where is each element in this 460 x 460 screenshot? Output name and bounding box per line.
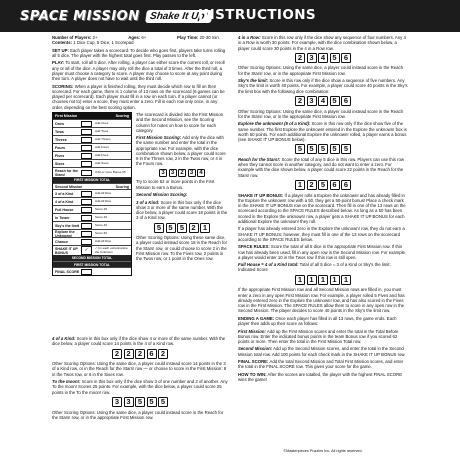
die-icon: 1: [307, 275, 317, 285]
four-kind-heading: 4 of a Kind:: [52, 336, 76, 341]
score-box: [81, 269, 92, 275]
die-icon: 2: [189, 223, 199, 233]
time-info: [177, 35, 220, 40]
die-icon: 2: [158, 349, 168, 359]
die-icon: 5: [318, 144, 328, 154]
other-options-e: Other Scoring Options: Using the same dice, a player could instead score in the Reach for the Stars! row, or in the appropriate First Mission row.: [238, 108, 404, 119]
end-first-paragraph: [238, 329, 408, 345]
scoring-heading: SCORING:: [52, 83, 74, 89]
first-mission-title: First Mission: [55, 114, 78, 118]
scoring-explanations: [136, 112, 228, 264]
score-box: [81, 215, 92, 221]
other-options-d: Other Scoring Options: Using the same dice, a player could instead score in the Reach for the Stars! row, or in the appropriate First Mission row.: [238, 65, 404, 76]
scorecard-row-hint: Score 50: [95, 230, 108, 235]
scorecard-row-label: Ones: [55, 121, 64, 126]
final-score-row: [53, 267, 131, 275]
dice-example-c: [52, 349, 228, 359]
final-score-label: FINAL SCORE: [55, 269, 80, 274]
first-mission-heading: First Mission Scoring:: [136, 135, 182, 141]
ending-text: Once each player has filled in all 13 rows, the game ends. Each player then adds up their score as follows:: [238, 315, 397, 327]
scorecard-row-label: Sky's the limit: [55, 223, 80, 228]
score-box: [81, 121, 92, 127]
shake-bonus-hint: ✓ for each extra Explore the Unknown: [95, 246, 128, 254]
die-icon: 2: [135, 349, 145, 359]
scorecard-diagram: [52, 112, 132, 276]
second-mission-title: Second Mission: [55, 185, 83, 189]
dice-example-b: [136, 223, 228, 233]
contents-value: 1 Dice Cup, 5 Dice, 1 Scorepad: [73, 40, 134, 46]
die-icon: 2: [295, 96, 305, 106]
three-kind-heading: 3 of a Kind:: [136, 199, 160, 205]
dice-example-a: [136, 169, 228, 177]
die-icon: 5: [158, 397, 168, 407]
end-second-paragraph: [238, 346, 408, 357]
four-kind-paragraph: [52, 336, 228, 347]
scorecard-row-label: Sixes: [55, 161, 65, 166]
die-icon: 3: [188, 169, 196, 177]
end-second-heading: Second Mission:: [238, 346, 273, 352]
scorecard-row-label: Explore the Unknown!: [55, 229, 75, 238]
die-icon: 1: [341, 275, 351, 285]
die-icon: 3: [307, 96, 317, 106]
first-mission-paragraph: [136, 135, 228, 167]
space-rules-text: Score the total of all 5 dice in the appropriate First Mission row. If this row has already been used, fill in any open row in the Second Mission row. For example, a player would enter 10 in the Twos row if this row is still open.: [238, 244, 407, 260]
rover-paragraph: [238, 35, 408, 51]
die-icon: 5: [147, 397, 157, 407]
score-box: [81, 153, 92, 159]
final-score-text: Add the total Second Mission and Total First Mission scores, and enter the total in the FINAL SCORE row. This gives your score for the game.: [238, 359, 404, 370]
reach-heading: Reach for the Stars!:: [238, 156, 281, 162]
ending-heading: ENDING A GAME:: [238, 315, 275, 321]
explore-heading: Explore the unknown! (5 of a Kind):: [238, 121, 311, 127]
die-icon: 5: [166, 223, 176, 233]
dice-example-d: [52, 397, 228, 407]
die-icon: 3: [159, 169, 167, 177]
time-value: 20-30 min.: [199, 35, 220, 40]
die-icon: 5: [135, 397, 145, 407]
explore-text: Score in this row only if the dice show five of the same number. The first Explore the unknown! entered in the Explore the unknown! box is worth 50 points. For each additional Explore the unknown! rolled, a player earns a bonus (see SHAKE IT UP BONUS below).: [238, 121, 407, 142]
setup-heading: SET UP:: [52, 47, 69, 53]
end-first-heading: First Mission:: [238, 328, 266, 334]
other-options-c: Other Scoring Options: Using the same dice, a player could instead score in the Reach for the Stars! row, or in the appropriate First Mission row.: [52, 409, 224, 420]
scorecard-row-label: Twos: [55, 129, 64, 134]
scorecard-row-hint: Score 25: [95, 206, 108, 211]
dice-example-i: [238, 275, 408, 285]
scorecard-row-label: Chance: [55, 239, 68, 244]
left-column: [52, 35, 228, 422]
setup-text: Each player takes a scorecard. To decide who goes first, players take turns rolling all 5 dice. The player with the highest total goes first. Play passes to the left.: [52, 47, 226, 58]
die-icon: 6: [341, 53, 351, 63]
die-icon: 3: [169, 169, 177, 177]
scorecard-row-hint: Add All Dice: [95, 198, 112, 203]
scorecard-row: [53, 189, 131, 197]
bonus-example-text: Total of all 5 dice = 3 of a Kind or Sky's the limit: Indicated Score: [238, 262, 391, 273]
die-icon: 2: [307, 180, 317, 190]
page-title: INSTRUCTIONS: [198, 7, 317, 23]
scorecard-row-label: Full House: [55, 207, 74, 212]
first-mission-total-band: FIRST MISSION TOTAL: [53, 177, 131, 183]
die-icon: 1: [295, 180, 305, 190]
moon-paragraph: [52, 379, 228, 395]
sky-heading: Sky's the limit:: [238, 78, 269, 84]
other-options-b: Other Scoring Options: Using the same dice, a player could instead score 14 points in the 3 of a Kind row, or in the Reach for the Stars! row — or choose to score in the First Mission: 8 in the Twos row, or 6 in the Sixes row.: [52, 361, 227, 377]
reach-text: Score the total of any 5 dice in this row. Players can use this row when they cannot score in another category, and do not want to enter a zero. For example with the dice shown below, a player could score 22 points in the Reach for the Stars! row.: [238, 156, 404, 178]
logo-shake-it-up: Shake It Up!: [145, 10, 213, 23]
zero-paragraph: If a player has already entered zero in the Explore the unknown! row, they do not earn a SHAKE IT UP BONUS; however, they must fill in one of the 13 rows on the scorecard according to the SPACE RULES below.: [238, 226, 405, 242]
upper-rows: [53, 119, 131, 167]
shake-paragraph: [238, 193, 408, 225]
bonus-example-heading: Full House = 4 of a Kind total:: [238, 262, 299, 268]
dice-example-g: [238, 144, 408, 154]
die-icon: 6: [147, 349, 157, 359]
scorecard-intro: The scorecard is divided into the First Mission and the Second Mission, see the Scoring column for notes on how to score for each category.: [136, 112, 224, 133]
check-icon: ✓: [84, 247, 89, 253]
scorecard-row-hint: Add Fours: [95, 144, 109, 149]
die-icon: 5: [330, 96, 340, 106]
scorecard-row: [53, 143, 131, 151]
scorecard-row: [53, 229, 131, 237]
bonus-example-paragraph: [238, 262, 408, 273]
score-box: [81, 129, 92, 135]
scorecard-row-label: 3 of a Kind: [55, 191, 74, 196]
die-icon: 5: [154, 223, 164, 233]
score-box: [81, 137, 92, 143]
scorecard-row-label: Fours: [55, 145, 65, 150]
die-icon: 6: [341, 96, 351, 106]
die-icon: 1: [330, 275, 340, 285]
die-icon: 1: [295, 275, 305, 285]
second-mission-heading: Second Mission Scoring:: [136, 192, 188, 198]
die-icon: 5: [295, 144, 305, 154]
reach-label: Reach for the Stars!: [55, 168, 78, 177]
die-icon: 4: [318, 53, 328, 63]
score-box: [81, 145, 92, 151]
die-icon: 2: [124, 349, 134, 359]
score-box: [81, 223, 92, 229]
die-icon: 2: [112, 349, 122, 359]
sky-paragraph: [238, 78, 408, 94]
ending-paragraph: [238, 316, 408, 327]
lower-rows: [53, 189, 131, 245]
ages-label: Ages:: [128, 35, 141, 40]
die-icon: 2: [178, 169, 186, 177]
scorecard-row-hint: Add All Dice: [95, 190, 112, 195]
scorecard-row-label: In Tower: [55, 215, 70, 220]
score-box: [81, 207, 92, 213]
scorecard-row-hint: Add All Dice: [95, 238, 112, 243]
end-first-text: Add up the First Mission scores and enter the total in the Total Before Bonus row. Enter the indicated bonus points in the team Bonus row if you scored 62 points or more. Then enter the total in the First Mission Total row.: [238, 328, 399, 344]
scorecard-row: [53, 119, 131, 127]
contents-info: [52, 40, 228, 45]
scorecard-row: [53, 221, 131, 229]
die-icon: 4: [318, 96, 328, 106]
scorecard-row-hint: Add Sixes: [95, 160, 109, 165]
space-rules-heading: SPACE RULES:: [238, 244, 270, 250]
setup-paragraph: [52, 48, 228, 59]
scorecard-row: [53, 237, 131, 245]
second-mission-total-band: SECOND MISSION TOTAL: [53, 255, 131, 261]
sky-text: Score in this row only if the dice show a sequence of five numbers. Any Sky's the limit is worth 40 points. For example, a player could score 40 points in the Sky's the limit box with the following dice combination:: [238, 78, 408, 94]
shake-text: If a player rolls a Explore the unknown! and has already filled in the Explore the unknown! row with a 50, they get a 50-point bonus! Place a check mark in the SHAKE IT UP BONUS row on the scorecard. Then fill in one of the 13 rows on the scorecard according to the SPACE RULES described below. As long as a 50 has been scored in the Explore the unknown! row, a player gets a SHAKE IT UP BONUS for each additional Explore the unknown! they roll.: [238, 192, 406, 224]
first-mission-text: Add only the dice with the same number and enter the total in the appropriate row. For example, with the dice combination shown below, a player could score 9 in the Threes row, 2 in the Twos row, or 4 in the Fours row.: [136, 135, 226, 167]
space-rules-paragraph: [238, 244, 408, 260]
die-icon: 4: [197, 169, 205, 177]
ages-value: 6+: [141, 35, 147, 40]
die-icon: 5: [307, 144, 317, 154]
score-box: [81, 191, 92, 197]
final-score-heading: FINAL SCORE:: [238, 359, 269, 365]
moon-text: Score in this box only if the dice show 3 of one number and 2 of another. Any To the moon! Scores 25 points. For example, with the dice below, a player could score 25 points in the To the moon! row.: [52, 379, 228, 395]
right-column: [238, 35, 408, 385]
reach-hint: If 62 or more Bonus 35: [95, 169, 126, 174]
dice-example-f: [238, 96, 408, 106]
second-mission-scoring-col: Scoring: [115, 185, 129, 189]
first-mission-total-band-2: FIRST MISSION TOTAL: [53, 261, 131, 267]
scorecard-row-label: Threes: [55, 137, 67, 142]
scoring-text: When a player is finished rolling, they must decide which row to fill on their scorecard. For each game, there is 1 column of 13 rows on the scorecard (6 games can be played per scorecard). Each player must fill in a row on each turn. If a player cannot (or chooses not to) enter a score, they must enter a zero. Fill in each row only once, in any order, depending on the best scoring option.: [52, 83, 225, 110]
scorecard-row-hint: Add Threes: [95, 136, 111, 141]
play-text: To start, roll all 5 dice. After rolling, a player can either score the current roll, or reroll any or all of the dice. A player may only roll the dice a total of 3 times. After the third roll, a player must choose a category to score. A player may choose to score at any point during their turn. A player does not have to wait until the third roll.: [52, 60, 225, 82]
die-icon: 6: [330, 180, 340, 190]
scorecard-row: [53, 127, 131, 135]
die-icon: 3: [112, 397, 122, 407]
header-bar: [0, 0, 460, 32]
shake-bonus-row: [53, 245, 131, 255]
score-box: [81, 161, 92, 167]
dice-example-h: [238, 180, 408, 190]
logo-space-mission: SPACE MISSION: [20, 8, 140, 24]
players-label: Number of Players:: [52, 35, 92, 40]
how-to-win-text: After the scores are totalled, the player with the highest FINAL SCORE wins the game!: [238, 371, 403, 383]
die-icon: 6: [341, 180, 351, 190]
scorecard-row: [53, 213, 131, 221]
copyright: ©Masterpieces Puzzles Inc. All rights reserved.: [283, 449, 363, 453]
scorecard-row: [53, 135, 131, 143]
scorecard-row: [53, 205, 131, 213]
score-box: [81, 170, 92, 176]
bonus-text: Try to score 62 or more points in the First Mission to earn a Bonus.: [136, 179, 215, 190]
scorecard-row-label: 4 of a Kind: [55, 199, 74, 204]
scorecard-row-hint: Add Ones: [95, 120, 109, 125]
three-kind-paragraph: [136, 200, 228, 221]
shake-bonus-label: SHAKE IT UP BONUS: [55, 246, 78, 255]
die-icon: 5: [341, 144, 351, 154]
three-kind-text: Score in this box only if the dice show 3 or more of the same number. With the dice below, a player could score 18 points in the 3 of a Kind row.: [136, 199, 228, 221]
final-score-paragraph: [238, 359, 408, 370]
play-heading: PLAY:: [52, 60, 65, 66]
scorecard-row-hint: Add Twos: [95, 128, 109, 133]
players-value: 2+: [92, 35, 98, 40]
scoring-section: [52, 112, 228, 336]
scorecard-row-label: Fives: [55, 153, 65, 158]
die-icon: 3: [307, 53, 317, 63]
play-paragraph: [52, 60, 228, 81]
contents-label: Contents:: [52, 40, 73, 46]
how-to-win-heading: HOW TO WIN:: [238, 371, 267, 377]
four-kind-text: Score in this box only if the dice show 4 or more of the same number. With the dice below, a player could score 14 points in the 4 of a Kind row.: [52, 336, 226, 347]
explore-paragraph: [238, 121, 408, 142]
scoring-paragraph: [52, 84, 228, 110]
score-box: [81, 239, 92, 245]
reach-row: [53, 167, 131, 177]
rover-heading: 4 in a Row:: [238, 35, 261, 40]
moon-heading: To the moon!:: [52, 379, 81, 385]
die-icon: 3: [124, 397, 134, 407]
die-icon: 5: [318, 180, 328, 190]
dice-example-e: [238, 53, 408, 63]
die-icon: 5: [330, 53, 340, 63]
scorecard-row-hint: Score 40: [95, 222, 108, 227]
score-box: [81, 231, 92, 237]
first-mission-scoring-col: Scoring: [115, 114, 129, 118]
die-icon: 1: [200, 223, 210, 233]
die-icon: 1: [318, 275, 328, 285]
scorecard-row: [53, 159, 131, 167]
rover-text: Score in this row only if the dice show any sequence of four numbers. Any 4 in a Row is worth 30 points. For example, with the dice combination shown below, a player could score 30 points in the 4 in a Row row.: [238, 35, 406, 51]
shake-heading: SHAKE IT UP BONUS:: [238, 192, 284, 198]
scorecard-row-hint: Score 30: [95, 214, 108, 219]
reach-paragraph: [238, 157, 408, 178]
ending-first-paragraph: If the appropriate First Mission row and all Second Mission rows are filled in, you must enter a zero in any open First Mission row. For example, a player rolled 5 Fives and has already entered zero in the Explore the unknown! row, and has also scored in the Fives row in the First Mission. The SPACE RULES allow them to score in any open row in the Second Mission. The player decides to score 40 points in the Sky's the limit row.: [238, 287, 405, 314]
scorecard-row: [53, 151, 131, 159]
other-options-a: Other Scoring Options: Using these same dice, a player could instead score 18 in the Reach for the Stars! row, or could choose to score 2 in the First Mission row. To the Fives row, 2 points in the Twos row, or 1 point in the Ones row.: [136, 235, 228, 262]
die-icon: 5: [330, 144, 340, 154]
second-mission-heading-para: [136, 192, 228, 197]
space-mission-logo: [20, 6, 211, 26]
end-second-text: Add up the Second Mission scores, and enter the total in the Second Mission total row. Add 100 points for each check mark in the SHAKE IT UP BONUS row.: [238, 346, 406, 357]
scorecard-row: [53, 197, 131, 205]
score-box: [81, 199, 92, 205]
time-label: Play Time:: [177, 35, 199, 40]
die-icon: 2: [295, 53, 305, 63]
scorecard-row-hint: Add Fives: [95, 152, 109, 157]
how-to-win-paragraph: [238, 372, 408, 383]
check-box: [81, 246, 92, 255]
die-icon: 5: [177, 223, 187, 233]
